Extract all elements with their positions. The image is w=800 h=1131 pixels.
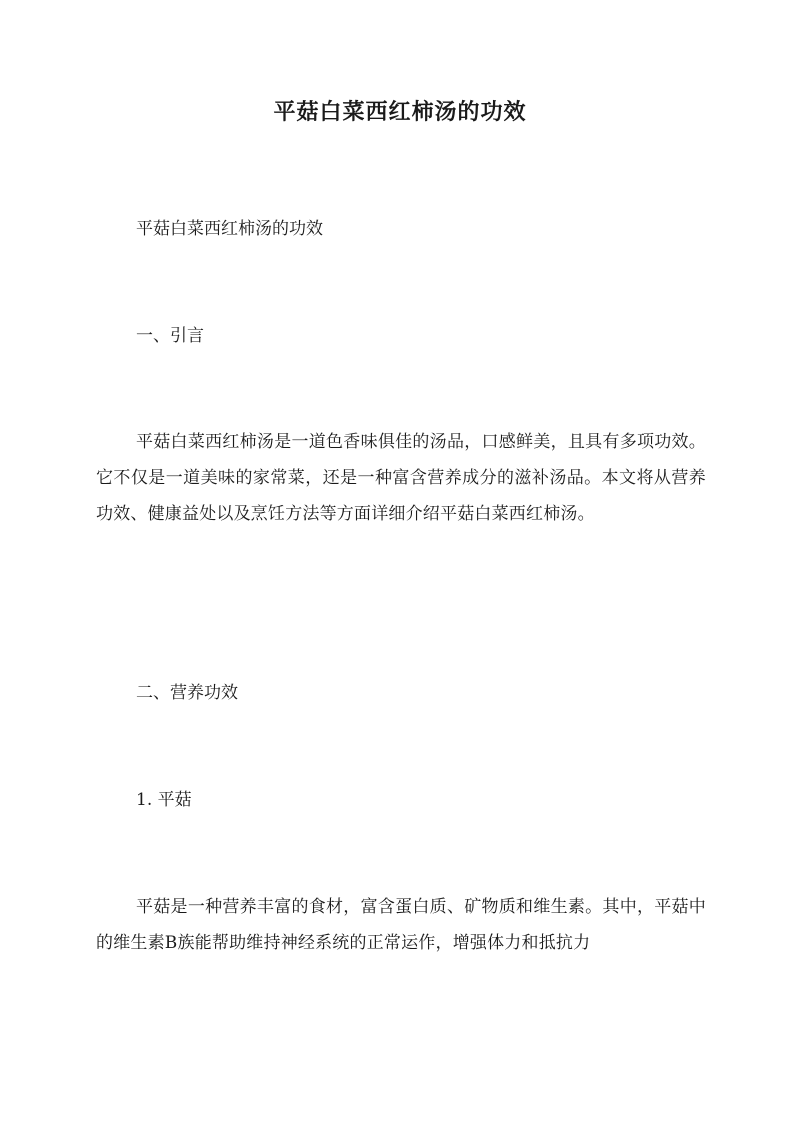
document-subtitle: 平菇白菜西红柿汤的功效 <box>136 219 323 239</box>
section-heading-intro: 一、引言 <box>136 326 204 346</box>
pingu-paragraph: 平菇是一种营养丰富的食材，富含蛋白质、矿物质和维生素。其中，平菇中的维生素B族能帮助维持神经系统的正常运作，增强体力和抵抗力 <box>96 897 706 953</box>
intro-paragraph: 平菇白菜西红柿汤是一道色香味俱佳的汤品，口感鲜美，且具有多项功效。它不仅是一道美味的家常菜，还是一种富含营养成分的滋补汤品。本文将从营养功效、健康益处以及烹饪方法等方面详细介绍平菇白菜西红柿汤。 <box>96 432 706 524</box>
section-heading-nutrition: 二、营养功效 <box>136 683 238 703</box>
document-title: 平菇白菜西红柿汤的功效 <box>273 99 527 125</box>
subsection-heading-pingu: 1. 平菇 <box>136 790 192 810</box>
